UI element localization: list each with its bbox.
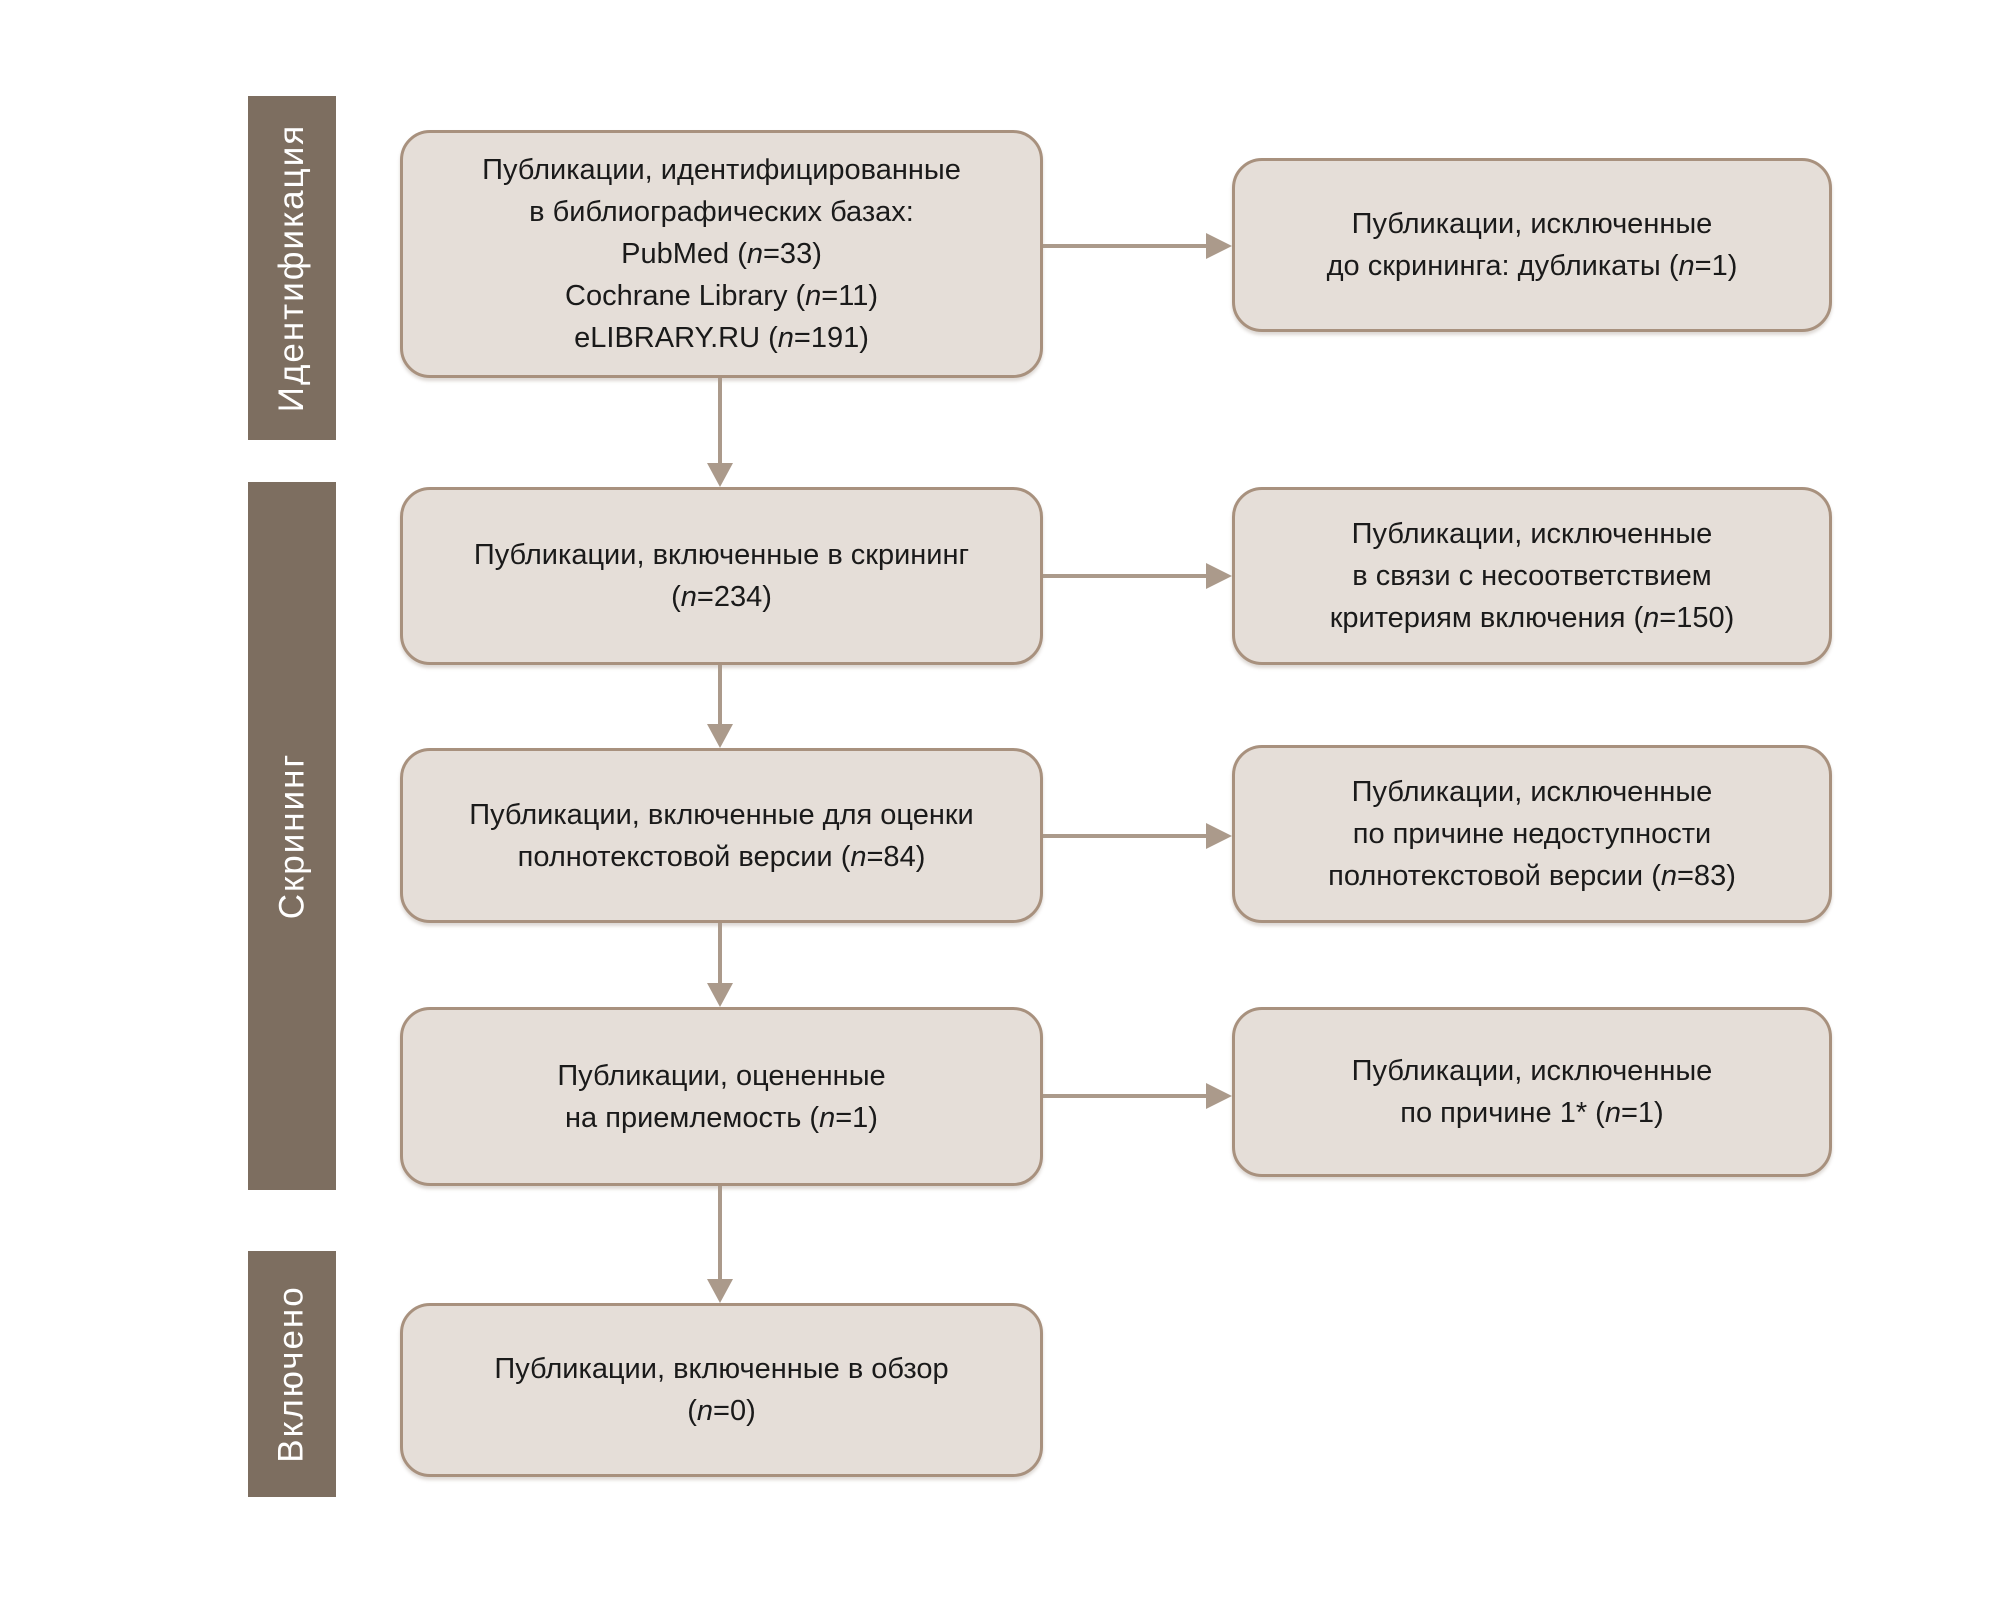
box-line: полнотекстовой версии (n=84) bbox=[517, 840, 926, 873]
box-review-included bbox=[400, 1303, 1043, 1477]
box-excluded-criteria-mismatch bbox=[1232, 487, 1832, 665]
box-line: Публикации, исключенные bbox=[1351, 208, 1713, 240]
box-line: Публикации, оцененные bbox=[557, 1059, 886, 1092]
box-fulltext-assessed bbox=[400, 748, 1043, 923]
arrow-right-head-icon bbox=[1206, 233, 1232, 259]
stage-label-identification: Идентификация bbox=[272, 123, 311, 413]
box-line: на приемлемость (n=1) bbox=[565, 1101, 878, 1134]
box-excluded-duplicates bbox=[1232, 158, 1832, 332]
box-eligibility-assessed bbox=[400, 1007, 1043, 1186]
box-line: (n=0) bbox=[687, 1395, 756, 1427]
arrow-down-line-1 bbox=[718, 378, 722, 463]
arrow-right-line-2 bbox=[1043, 574, 1206, 578]
arrow-right-line-3 bbox=[1043, 834, 1206, 838]
arrow-right-head-icon bbox=[1206, 823, 1232, 849]
box-line: Публикации, идентифицированные bbox=[482, 154, 961, 186]
stage-label-included: Включено bbox=[272, 1285, 312, 1463]
box-excluded-reason-1 bbox=[1232, 1007, 1832, 1177]
arrow-down-head-icon bbox=[707, 1279, 733, 1303]
arrow-down-line-3 bbox=[718, 923, 722, 983]
arrow-down-head-icon bbox=[707, 463, 733, 487]
box-line: Публикации, включенные в скрининг bbox=[473, 539, 970, 571]
box-line: Публикации, исключенные bbox=[1351, 776, 1713, 808]
stage-band-screening bbox=[248, 482, 336, 1190]
box-line: в библиографических базах: bbox=[529, 196, 914, 228]
box-line: по причине 1* (n=1) bbox=[1400, 1097, 1664, 1129]
stage-band-included bbox=[248, 1251, 336, 1497]
box-line: Публикации, включенные в обзор bbox=[494, 1353, 949, 1385]
arrow-down-line-4 bbox=[718, 1186, 722, 1279]
stage-band-identification bbox=[248, 96, 336, 440]
arrow-right-line-1 bbox=[1043, 244, 1206, 248]
box-screening-included bbox=[400, 487, 1043, 665]
box-excluded-fulltext-unavailable bbox=[1232, 745, 1832, 923]
arrow-down-head-icon bbox=[707, 983, 733, 1007]
box-identified-publications bbox=[400, 130, 1043, 378]
stage-label-screening: Скрининг bbox=[272, 752, 311, 920]
box-line: Публикации, исключенные bbox=[1351, 1055, 1713, 1087]
arrow-right-head-icon bbox=[1206, 1083, 1232, 1109]
box-line: по причине недоступности bbox=[1352, 818, 1712, 850]
box-line: Публикации, исключенные bbox=[1351, 518, 1713, 550]
box-line: до скрининга: дубликаты (n=1) bbox=[1326, 250, 1738, 282]
arrow-right-line-4 bbox=[1043, 1094, 1206, 1098]
box-line: (n=234) bbox=[671, 581, 772, 613]
box-line: eLIBRARY.RU (n=191) bbox=[574, 322, 869, 354]
box-line: Публикации, включенные для оценки bbox=[469, 798, 974, 831]
arrow-right-head-icon bbox=[1206, 563, 1232, 589]
box-line: полнотекстовой версии (n=83) bbox=[1328, 860, 1736, 892]
arrow-down-head-icon bbox=[707, 724, 733, 748]
box-line: Cochrane Library (n=11) bbox=[565, 280, 878, 312]
box-line: PubMed (n=33) bbox=[621, 238, 822, 270]
arrow-down-line-2 bbox=[718, 665, 722, 724]
box-line: в связи с несоответствием bbox=[1352, 560, 1712, 592]
box-line: критериям включения (n=150) bbox=[1329, 602, 1735, 634]
